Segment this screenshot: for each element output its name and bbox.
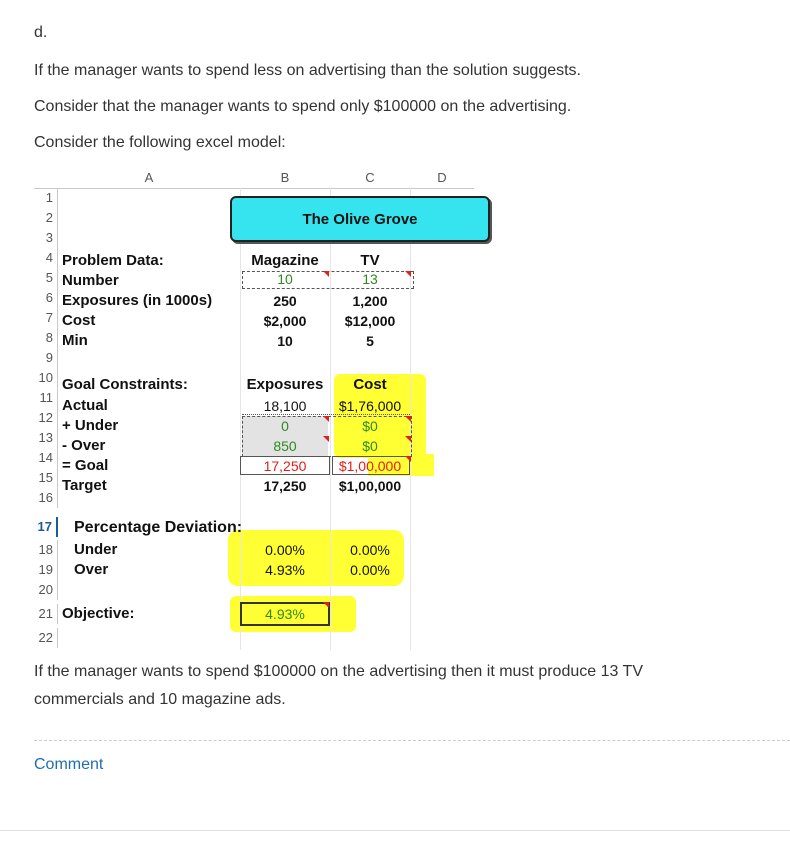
paragraph-2: Consider that the manager wants to spend only $100000 on the advertising. xyxy=(34,98,572,115)
row-number[interactable]: 7 xyxy=(34,308,58,328)
label-objective: Objective: xyxy=(62,605,135,622)
label-exposures: Exposures (in 1000s) xyxy=(62,292,213,309)
label-goal-constraints: Goal Constraints: xyxy=(62,376,188,393)
comment-link[interactable]: Comment xyxy=(34,756,104,773)
paragraph-3: Consider the following excel model: xyxy=(34,134,286,151)
row-number[interactable]: 20 xyxy=(34,580,58,600)
cell-c13: $0 xyxy=(362,438,378,454)
cell-b13: 850 xyxy=(273,438,297,454)
row-number[interactable]: 3 xyxy=(34,228,58,248)
row-number[interactable]: 19 xyxy=(34,560,58,580)
label-target: Target xyxy=(62,477,107,494)
row-number[interactable]: 6 xyxy=(34,288,58,308)
row-number[interactable]: 10 xyxy=(34,368,58,388)
cell-b5: 10 xyxy=(277,271,293,287)
cell-c7: $12,000 xyxy=(344,313,396,329)
cell-c6: 1,200 xyxy=(352,293,388,309)
cell-b11: 18,100 xyxy=(263,398,307,414)
cell-c11: $1,76,000 xyxy=(338,398,402,414)
cell-b6: 250 xyxy=(273,293,297,309)
section-divider xyxy=(34,740,790,741)
paragraph-1: If the manager wants to spend less on advertising than the solution suggests. xyxy=(34,62,581,79)
row-number[interactable]: 9 xyxy=(34,348,58,368)
col-header-d[interactable]: D xyxy=(410,168,474,189)
label-percentage-deviation: Percentage Deviation: xyxy=(74,519,243,536)
conclusion-text: If the manager wants to spend $100000 on the advertising then it must produce 13 TV commercials and 10 magazine ads. xyxy=(34,663,643,708)
label-cost: Cost xyxy=(62,312,96,329)
cell-c18: 0.00% xyxy=(350,542,390,558)
cell-b19: 4.93% xyxy=(265,562,305,578)
cell-c15: $1,00,000 xyxy=(338,478,402,494)
cell-c8: 5 xyxy=(366,333,374,349)
cell-c4: TV xyxy=(360,252,380,269)
col-header-c[interactable]: C xyxy=(330,168,410,189)
row-number[interactable]: 11 xyxy=(34,388,58,408)
cell-b4: Magazine xyxy=(251,252,319,269)
label-problem-data: Problem Data: xyxy=(62,252,164,269)
label-number: Number xyxy=(62,272,119,289)
row-number[interactable]: 16 xyxy=(34,488,58,508)
label-over: - Over xyxy=(62,437,106,454)
cell-b8: 10 xyxy=(277,333,293,349)
label-dev-over: Over xyxy=(74,561,109,578)
row-number[interactable]: 1 xyxy=(34,188,58,208)
row-number[interactable]: 22 xyxy=(34,628,58,648)
row-number[interactable]: 21 xyxy=(34,604,58,624)
row-number[interactable]: 14 xyxy=(34,448,58,468)
label-under: + Under xyxy=(62,417,119,434)
col-header-a[interactable]: A xyxy=(58,168,240,189)
cell-b18: 0.00% xyxy=(265,542,305,558)
row-number[interactable]: 13 xyxy=(34,428,58,448)
row-number[interactable]: 2 xyxy=(34,208,58,228)
label-actual: Actual xyxy=(62,397,108,414)
excel-screenshot xyxy=(34,168,474,650)
label-dev-under: Under xyxy=(74,541,118,558)
cell-c14: $1,00,000 xyxy=(338,458,402,474)
col-header-b[interactable]: B xyxy=(240,168,330,189)
cell-b15: 17,250 xyxy=(263,478,307,494)
cell-c10: Cost xyxy=(353,376,387,393)
corner-cell xyxy=(34,168,58,189)
cell-b21: 4.93% xyxy=(265,606,305,622)
cell-b14: 17,250 xyxy=(263,458,307,474)
row-number[interactable]: 4 xyxy=(34,248,58,268)
cell-c12: $0 xyxy=(362,418,378,434)
row-number[interactable]: 5 xyxy=(34,268,58,288)
sheet-title-box: The Olive Grove xyxy=(230,196,490,242)
row-number[interactable]: 8 xyxy=(34,328,58,348)
row-number[interactable]: 18 xyxy=(34,540,58,560)
part-label: d. xyxy=(34,24,48,41)
row-number[interactable]: 15 xyxy=(34,468,58,488)
label-goal: = Goal xyxy=(62,457,109,474)
row-number[interactable]: 12 xyxy=(34,408,58,428)
cell-b10: Exposures xyxy=(246,376,324,393)
cell-b7: $2,000 xyxy=(263,313,307,329)
cell-c19: 0.00% xyxy=(350,562,390,578)
bottom-divider xyxy=(0,830,790,831)
label-min: Min xyxy=(62,332,88,349)
row-number-selected[interactable]: 17 xyxy=(34,517,58,537)
cell-c5: 13 xyxy=(362,271,378,287)
cell-b12: 0 xyxy=(281,418,289,434)
